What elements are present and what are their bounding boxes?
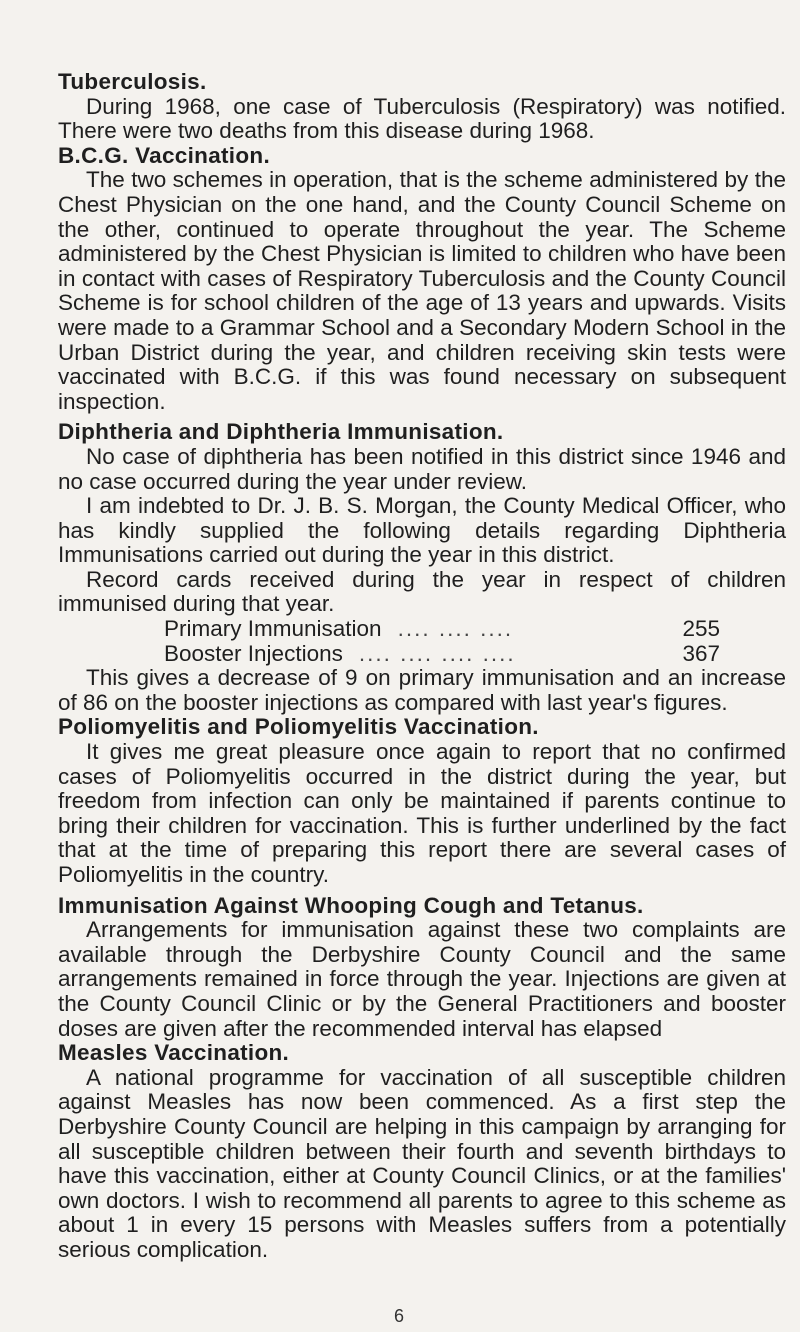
- document-page: [58, 70, 786, 1263]
- row-value: 367: [682, 640, 720, 666]
- page-number: 6: [394, 1306, 405, 1326]
- table-row-primary-immunisation: [164, 617, 720, 642]
- row-value: 255: [682, 616, 720, 642]
- paragraph-whooping-cough: Arrangements for immunisation against these two complaints are available through the Derbyshire County Council and the same arrangements remained in force through the year. Injections are given at the County Council Clinic or by the General Practitioners and booster doses are given after the recommended interval has elapsed: [58, 917, 786, 1041]
- paragraph-diphtheria-2: I am indebted to Dr. J. B. S. Morgan, the County Medical Officer, who has kindly supplied the following details regarding Diphtheria Immunisations carried out during the year in this district.: [58, 493, 786, 568]
- heading-diphtheria: Diphtheria and Diphtheria Immunisation.: [58, 419, 504, 445]
- row-dots: .... .... ....: [397, 616, 514, 642]
- heading-whooping-cough: Immunisation Against Whooping Cough and Tetanus.: [58, 892, 644, 918]
- heading-tuberculosis: Tuberculosis.: [58, 69, 207, 94]
- row-label: Booster Injections: [164, 640, 343, 666]
- paragraph-measles: A national programme for vaccination of all susceptible children against Measles has now been commenced. As a first step the Derbyshire County Council are helping in this campaign by arranging for all susceptible children between their fourth and seventh birthdays to have this vaccination, either at County Council Clinics, or at the families' own doctors. I wish to recommend all parents to agree to this scheme as about 1 in every 15 persons with Measles suffers from a potentially serious complication.: [58, 1064, 786, 1262]
- paragraph-diphtheria-3: Record cards received during the year in respect of children immunised during that year.: [58, 566, 786, 617]
- paragraph-diphtheria-1: No case of diphtheria has been notified in this district since 1946 and no case occurred during the year under review.: [58, 443, 786, 494]
- row-label: Primary Immunisation: [164, 616, 382, 642]
- heading-bcg: B.C.G. Vaccination.: [58, 142, 271, 168]
- heading-poliomyelitis: Poliomyelitis and Poliomyelitis Vaccination.: [58, 714, 539, 740]
- paragraph-poliomyelitis: It gives me great pleasure once again to report that no confirmed cases of Poliomyelitis occurred in the district during the year, but freedom from infection can only be maintained if parents continue to bring their children for vaccination. This is further underlined by the fact that at the time of preparing this report there are several cases of Poliomyelitis in the country.: [58, 739, 786, 887]
- paragraph-bcg: The two schemes in operation, that is the scheme administered by the Chest Physician on the one hand, and the County Council Scheme on the other, continued to operate throughout the year. The Scheme administered by the Chest Physician is limited to children who have been in contact with cases of Respiratory Tuberculosis and the County Council Scheme is for school children of the age of 13 years and upwards. Visits were made to a Grammar School and a Secondary Modern School in the Urban District during the year, and children receiving skin tests were vaccinated with B.C.G. if this was found necessary on subsequent inspection.: [58, 167, 786, 414]
- row-dots: .... .... .... ....: [358, 640, 516, 666]
- heading-measles: Measles Vaccination.: [58, 1040, 290, 1066]
- paragraph-diphtheria-4: This gives a decrease of 9 on primary immunisation and an increase of 86 on the booster injections as compared with last year's figures.: [58, 665, 786, 715]
- table-row-booster-injections: [164, 642, 720, 667]
- paragraph-tuberculosis: During 1968, one case of Tuberculosis (Respiratory) was notified. There were two deaths from this disease during 1968.: [58, 93, 786, 144]
